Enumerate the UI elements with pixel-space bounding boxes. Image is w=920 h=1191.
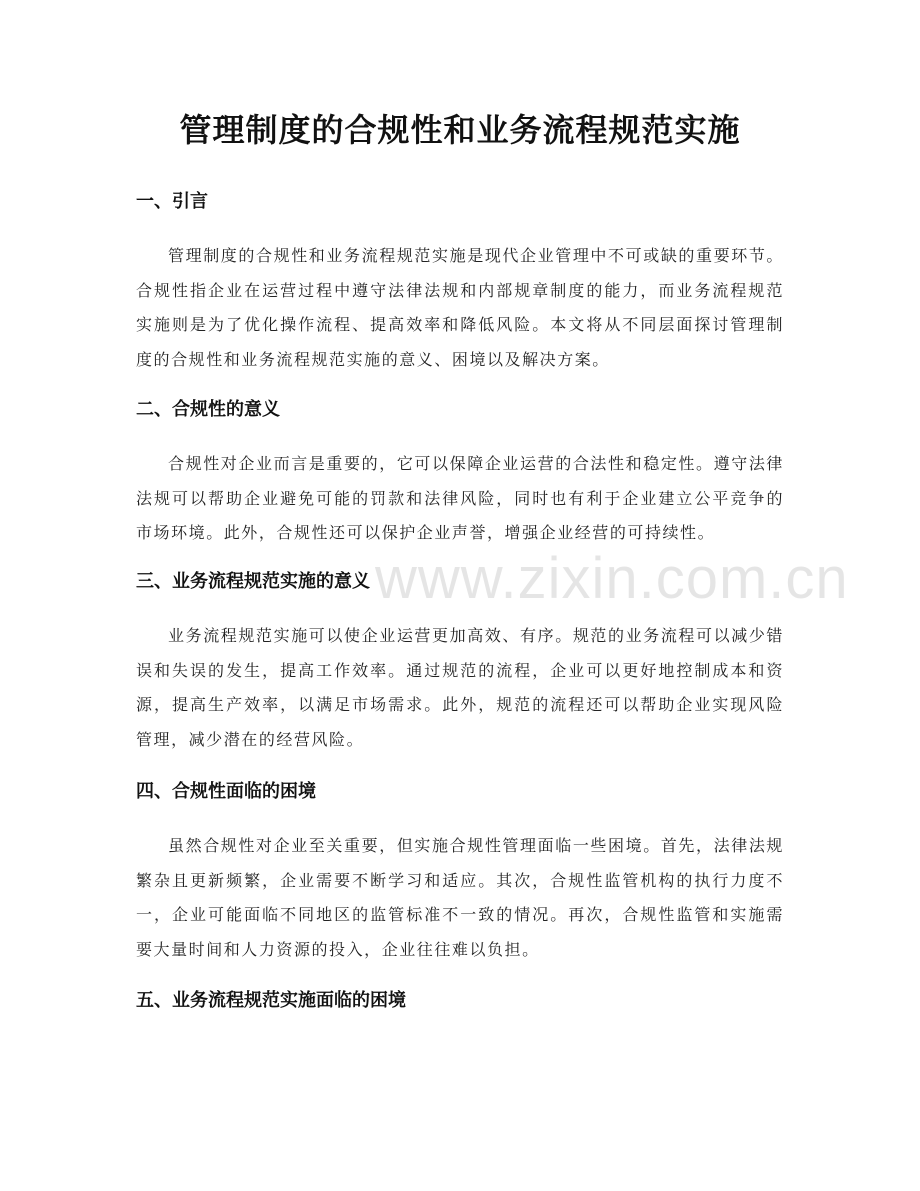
section-introduction [136,189,784,377]
section-paragraph: 管理制度的合规性和业务流程规范实施是现代企业管理中不可或缺的重要环节。合规性指企业在运营过程中遵守法律法规和内部规章制度的能力，而业务流程规范实施则是为了优化操作流程、提高效率和降低风险。本文将从不同层面探讨管理制度的合规性和业务流程规范实施的意义、困境以及解决方案。 [136,246,784,369]
watermark: www.zixin.com.cn [375,546,849,611]
section-heading: 三、业务流程规范实施的意义 [136,571,370,592]
section-process-difficulties [136,988,784,1014]
section-compliance-difficulties [136,779,784,967]
section-paragraph: 业务流程规范实施可以使企业运营更加高效、有序。规范的业务流程可以减少错误和失误的发生，提高工作效率。通过规范的流程，企业可以更好地控制成本和资源，提高生产效率，以满足市场需求。此外，规范的流程还可以帮助企业实现风险管理，减少潜在的经营风险。 [136,626,784,749]
section-heading: 二、合规性的意义 [136,399,280,420]
section-heading: 四、合规性面临的困境 [136,781,316,802]
section-compliance-significance [136,397,784,551]
section-process-significance [136,569,784,757]
section-heading: 五、业务流程规范实施面临的困境 [136,990,406,1011]
page-title: 管理制度的合规性和业务流程规范实施 [179,111,741,149]
section-heading: 一、引言 [136,191,208,212]
section-paragraph: 合规性对企业而言是重要的，它可以保障企业运营的合法性和稳定性。遵守法律法规可以帮助企业避免可能的罚款和法律风险，同时也有利于企业建立公平竞争的市场环境。此外，合规性还可以保护企业声誉，增强企业经营的可持续性。 [136,454,784,542]
section-paragraph: 虽然合规性对企业至关重要，但实施合规性管理面临一些困境。首先，法律法规繁杂且更新频繁，企业需要不断学习和适应。其次，合规性监管机构的执行力度不一，企业可能面临不同地区的监管标准不一致的情况。再次，合规性监管和实施需要大量时间和人力资源的投入，企业往往难以负担。 [136,836,784,959]
